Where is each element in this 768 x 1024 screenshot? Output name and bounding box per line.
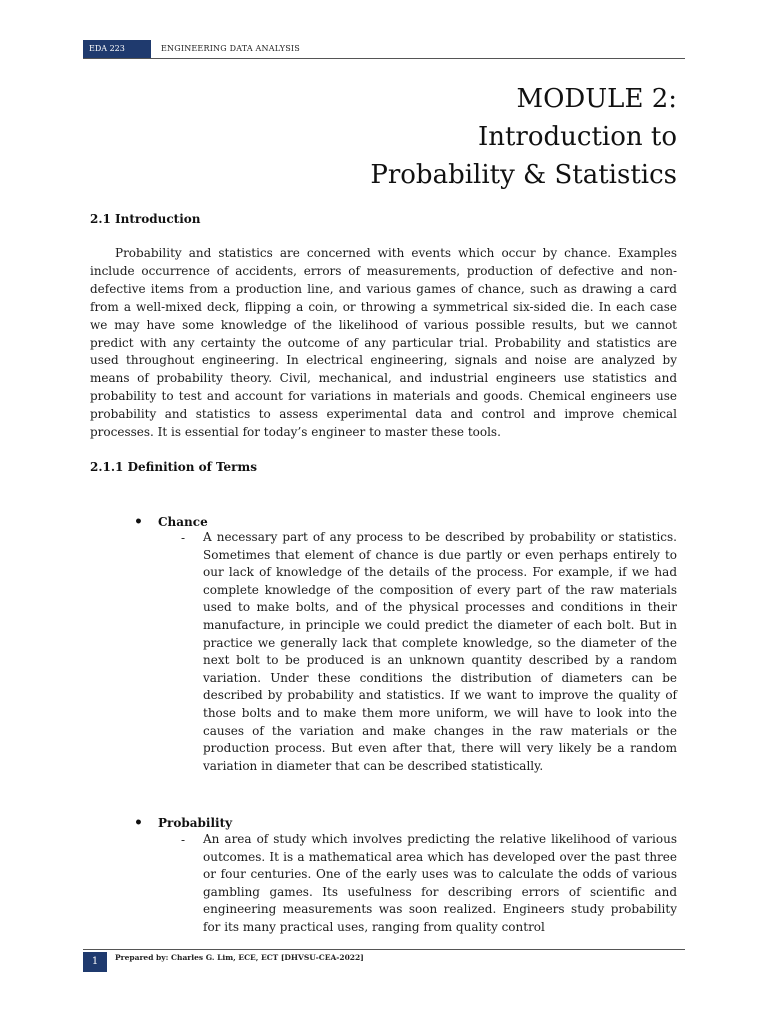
- module-title-line-2: Introduction to: [477, 122, 677, 152]
- module-title-line-3: Probability & Statistics: [370, 160, 677, 190]
- term-probability: [134, 815, 232, 831]
- section-heading-introduction: 2.1 Introduction: [90, 212, 201, 226]
- term-probability-definition: An area of study which involves predicting the relative likelihood of various outcomes. It is a mathematical area which has developed over the past three or four centuries. One of the early uses was to calculate the odds of various gambling games. Its usefulness for describing errors of scientific and engineering measurements was soon realized. Engineers study probability for its many practical uses, ranging from quality control: [203, 832, 677, 934]
- prepared-by: Prepared by: Charles G. Lim, ECE, ECT [DHVSU-CEA-2022]: [115, 953, 364, 962]
- term-chance: [134, 514, 208, 530]
- term-chance-label: Chance: [158, 515, 208, 529]
- course-title: ENGINEERING DATA ANALYSIS: [161, 44, 300, 53]
- page-footer: [83, 949, 685, 972]
- dash-icon: -: [181, 833, 186, 847]
- page-header: [83, 40, 685, 59]
- term-chance-definition: A necessary part of any process to be described by probability or statistics. Sometimes that element of chance is due partly or even perhaps entirely to our lack of knowledge of the details of the process. For example, if we had complete knowledge of the composition of every part of the raw materials used to make bolts, and of the physical processes and conditions in their manufacture, in principle we could predict the diameter of each bolt. But in practice we generally lack that complete knowledge, so the diameter of the next bolt to be produced is an unknown quantity described by a random variation. Under these conditions the distribution of diameters can be described by probability and statistics. If we want to improve the quality of those bolts and to make them more uniform, we will have to look into the causes of the variation and make changes in the raw materials or the production process. But even after that, there will very likely be a random variation in diameter that can be described statistically.: [203, 530, 677, 773]
- page-number: 1: [83, 952, 107, 972]
- bullet-icon: •: [134, 514, 143, 530]
- module-title-line-1: MODULE 2:: [516, 84, 677, 114]
- term-probability-label: Probability: [158, 816, 233, 830]
- course-code-badge: EDA 223: [83, 40, 151, 58]
- introduction-paragraph: Probability and statistics are concerned with events which occur by chance. Examples include occurrence of accidents, errors of measurements, production of defective and non-defective items from a production line, and various games of chance, such as drawing a card from a well-mixed deck, flipping a coin, or throwing a symmetrical six-sided die. In each case we may have some knowledge of the likelihood of various possible results, but we cannot predict with any certainty the outcome of any particular trial. Probability and statistics are used throughout engineering. In electrical engineering, signals and noise are analyzed by means of probability theory. Civil, mechanical, and industrial engineers use statistics and probability to test and account for variations in materials and goods. Chemical engineers use probability and statistics to assess experimental data and control and improve chemical processes. It is essential for today’s engineer to master these tools.: [90, 246, 677, 440]
- dash-icon: -: [181, 531, 186, 545]
- bullet-icon: •: [134, 815, 143, 831]
- module-title: [370, 80, 677, 194]
- section-heading-definition-of-terms: 2.1.1 Definition of Terms: [90, 460, 257, 474]
